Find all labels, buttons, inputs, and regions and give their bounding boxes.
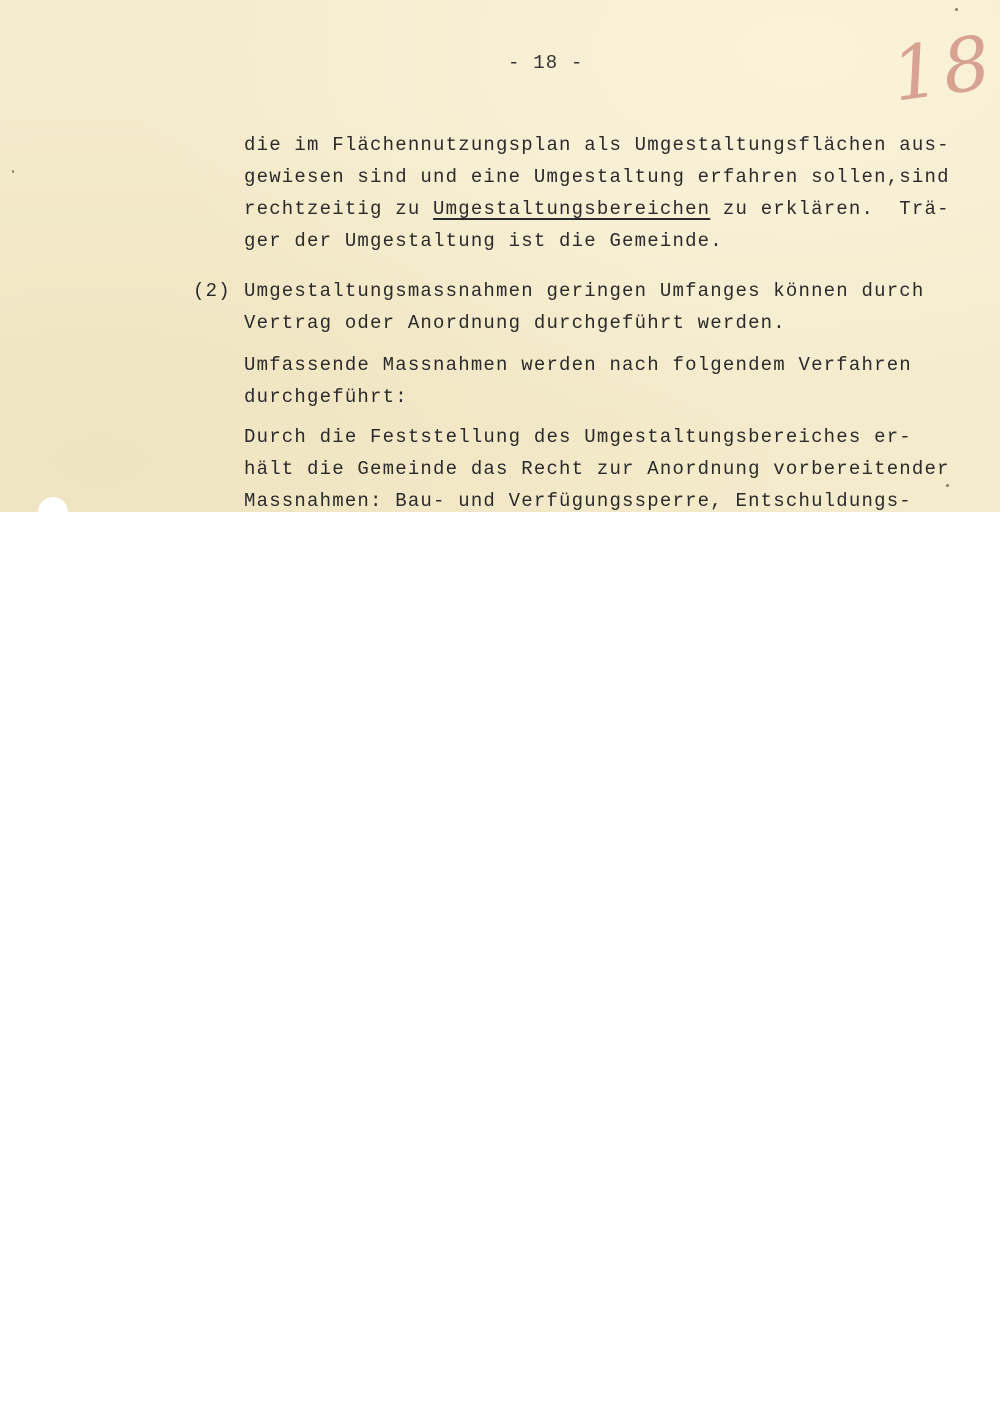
paper-speck — [12, 170, 14, 173]
punch-hole — [38, 497, 68, 512]
section-marker: (2) — [193, 280, 231, 302]
paragraph-line: Durch die Feststellung des Umgestaltungsbereiches er- — [244, 426, 912, 448]
paragraph-line: Vertrag oder Anordnung durchgeführt werden. — [244, 312, 786, 334]
paragraph-text: zu erklären. Trä- — [710, 198, 950, 220]
paragraph-line: Umfassende Massnahmen werden nach folgendem Verfahren — [244, 354, 912, 376]
document-page — [0, 0, 1000, 512]
paper-speck — [946, 484, 949, 487]
paragraph-line: Massnahmen: Bau- und Verfügungssperre, Entschuldungs- — [244, 490, 912, 512]
paper-speck — [955, 8, 958, 11]
underlined-term: Umgestaltungsbereichen — [433, 198, 711, 220]
paragraph-text: rechtzeitig zu — [244, 198, 434, 220]
paragraph-line: hält die Gemeinde das Recht zur Anordnung vorbereitender — [244, 458, 950, 480]
paragraph-line: durchgeführt: — [244, 386, 408, 408]
paragraph-line — [244, 198, 950, 220]
handwritten-page-number: 18 — [886, 19, 1000, 119]
paragraph-line: ger der Umgestaltung ist die Gemeinde. — [244, 230, 723, 252]
paragraph-line: Umgestaltungsmassnahmen geringen Umfanges können durch — [244, 280, 925, 302]
page-number: - 18 - — [508, 52, 584, 74]
paragraph-line: die im Flächennutzungsplan als Umgestaltungsflächen aus- — [244, 134, 950, 156]
paragraph-line: gewiesen sind und eine Umgestaltung erfahren sollen,sind — [244, 166, 950, 188]
